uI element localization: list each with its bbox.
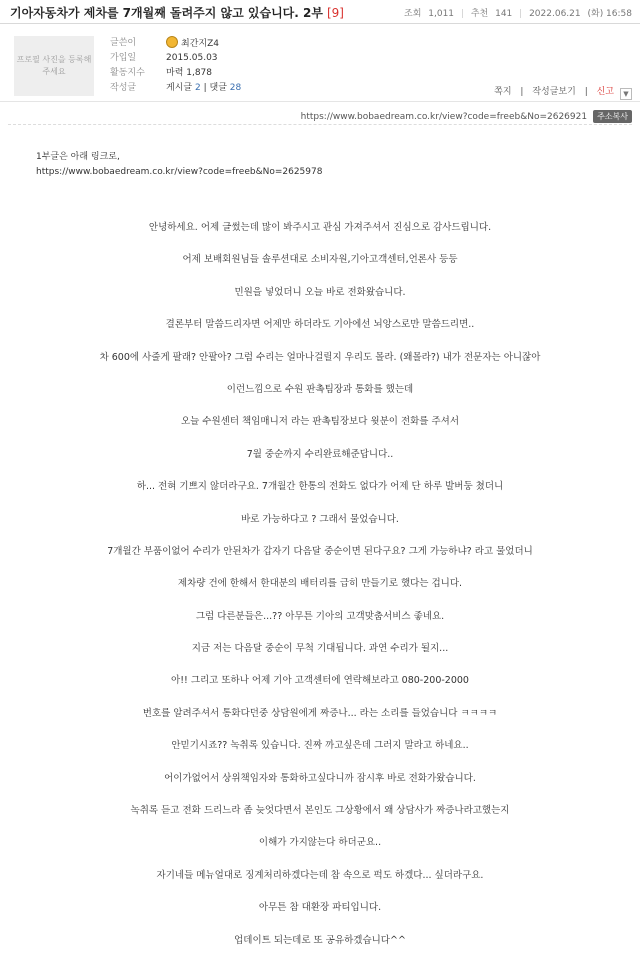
body-line: 아!! 그리고 또하나 어제 기아 고객센터에 연락해보라고 080-200-2000 [171,675,469,687]
body-line: 안녕하세요. 어제 글썼는데 많이 봐주시고 관심 가져주셔서 진심으로 감사드립니다. [148,222,492,233]
body-line: 안믿기시죠?? 녹취록 있습니다. 진짜 까고싶은데 그러지 말라고 하네요.. [171,740,469,752]
body-line: 지금 저는 다음달 중순이 무척 기대됩니다. 과연 수리가 될지... [191,643,449,655]
views-count: 1,011 [428,9,455,19]
post-header [0,0,640,24]
user-level-icon [166,36,178,48]
report-link[interactable]: 신고 [596,87,614,97]
body-line: 제차량 건에 한해서 한대분의 배터리를 급히 만들기로 했다는 겁니다. [177,578,463,590]
author-info-values [166,36,241,96]
view-posts-link[interactable]: 작성글보기 [532,87,576,97]
meta-divider: | [460,9,464,19]
send-note-link[interactable]: 쪽지 [494,87,512,97]
author-actions [488,84,632,100]
previous-part-link[interactable]: https://www.bobaedream.co.kr/view?code=freeb&No=2625978 [36,167,323,177]
counts-separator: | [203,83,207,93]
post-title-text: 기아자동차가 제차를 7개월째 돌려주지 않고 있습니다. 2부 [10,6,323,20]
body-line: 어제 보배회원님들 솔루션대로 소비자원,기아고객센터,언론사 등등 [182,254,458,266]
recommend-label: 추천 [470,9,489,19]
body-line: 7월 중순까지 수리완료해준답니다.. [246,448,394,460]
author-post-counts [166,81,241,96]
body-line: 녹취록 듣고 전화 드리느라 좀 늦엇다면서 본인도 그상황에서 왜 상담사가 짜증나라고했는지 [130,805,510,817]
body-line: 그럼 다른분들은...?? 아무튼 기아의 고객맞춤서비스 좋네요. [195,610,445,622]
body-line: 민원을 넣었더니 오늘 바로 전화왔습니다. [234,286,406,298]
label-author: 글쓴이 [110,38,137,48]
body-line: 하... 전혀 기쁘지 않더라구요. 7개월간 한통의 전화도 없다가 어제 단 하루 발버둥 쳤더니 [136,481,504,493]
body-line: 오늘 수원센터 책임매니저 라는 판촉팀장보다 윗분이 전화를 주셔서 [180,416,460,428]
author-nickname-row[interactable] [166,36,241,51]
body-line: 차 600에 사줄게 팔래? 안팔아? 그럼 수리는 얼마나걸릴지 우리도 몰라. (왜몰라?) 내가 전문자는 아니잖아 [99,351,541,363]
previous-part-note: 1부글은 아래 링크로, [36,152,120,162]
label-posts: 작성글 [110,83,137,93]
author-info-box [0,28,640,102]
posts-count[interactable]: 2 [194,83,201,93]
avatar-placeholder: 프로필 사진을 등록해주세요 [14,36,94,96]
post-body [0,220,640,965]
body-line: 이해가 가지않는다 하더군요.. [258,837,382,849]
action-divider: | [584,87,588,97]
meta-divider: | [519,9,523,19]
post-title [10,4,344,21]
post-url-bar [301,110,632,123]
body-line: 어이가없어서 상위책임자와 통화하고싶다니까 잠시후 바로 전화가왔습니다. [164,772,476,784]
label-activity: 활동지수 [110,68,145,78]
replies-count[interactable]: 28 [229,83,242,93]
body-line: 자기네들 메뉴얼대로 징계처리하겠다는데 참 속으로 퍽도 하겠다... 싶더라구요. [156,869,484,881]
post-time: (화) 16:58 [587,9,632,19]
body-line: 이런느낌으로 수원 판촉팀장과 통화를 했는데 [226,383,414,395]
author-nickname[interactable]: 최간지Z4 [181,39,219,49]
replies-label: 댓글 [209,83,227,93]
action-divider: | [520,87,524,97]
author-info-labels [110,36,145,96]
body-line: 업데이트 되는데로 또 공유하겠습니다^^ [234,934,406,946]
recommend-count: 141 [495,9,513,19]
body-line: 7개월간 부품이없어 수리가 안된차가 갑자기 다음달 중순이면 된다구요? 그게 가능하냐? 라고 물었더니 [107,545,533,557]
chevron-down-icon[interactable]: ▼ [620,88,632,100]
body-line: 번호를 알려주셔서 통화다던중 상담원에게 짜증나... 라는 소리를 들었습니다 ㅋㅋㅋㅋ [142,707,498,719]
copy-url-button[interactable]: 주소복사 [593,110,632,123]
join-date: 2015.05.03 [166,53,218,63]
label-joined: 가입일 [110,53,137,63]
content-divider [8,124,632,125]
post-meta [400,6,632,19]
activity-score: 마력 1,878 [166,68,213,78]
body-line: 아무튼 참 대환장 파티입니다. [258,902,382,914]
posts-label: 게시글 [166,83,193,93]
post-date: 2022.06.21 [529,9,581,19]
post-url: https://www.bobaedream.co.kr/view?code=freeb&No=2626921 [300,112,588,122]
body-line: 결론부터 말씀드리자면 어제만 하더라도 기아에선 뇌앙스로만 말씀드리면.. [165,319,475,331]
views-label: 조회 [404,9,422,19]
previous-part-link-block [36,150,322,180]
body-line: 바로 가능하다고 ? 그래서 물었습니다. [241,513,399,525]
comment-count[interactable]: [9] [326,6,344,20]
